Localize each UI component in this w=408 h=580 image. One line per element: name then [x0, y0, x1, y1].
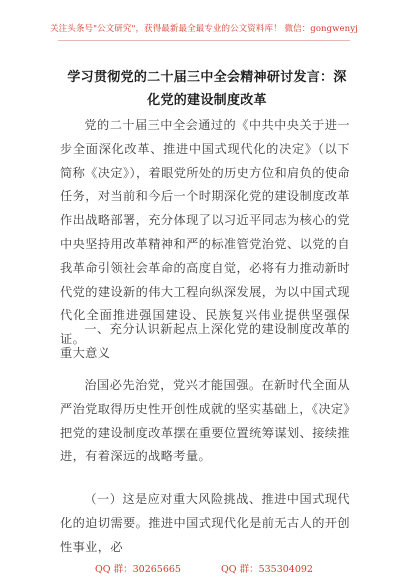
paragraph-section-1: 治国必先治党，党兴才能国强。在新时代全面从严治党取得历史性开创性成就的坚实基础上，《决定》把党的建设制度改革摆在重要位置统筹谋划、接续推进，有着深远的战略考量。	[60, 378, 350, 464]
paragraph-intro: 党的二十届三中全会通过的《中共中央关于进一步全面深化改革、推进中国式现代化的决定》（以下简称《决定》），着眼党所处的历史方位和肩负的使命任务，对当前和今后一个时期深化党的建设制度改革作出战略部署，充分体现了以习近平同志为核心的党中央坚持用改革精神和严的标准管党治党、以党的自我革命引领社会革命的高度自觉，必将有力推动新时代党的建设新的伟大工程向纵深发展，为以中国式现代化全面推进强国建设、民族复兴伟业提供坚强保证。	[60, 118, 350, 347]
paragraph-subsection-1: （一）这是应对重大风险挑战、推进中国式现代化的迫切需要。推进中国式现代化是前无古人的开创性事业，必	[60, 492, 350, 554]
header-banner: 关注头条号"公文研究"，获得最新最全最专业的公文资料库！ 微信：gongwenyj	[50, 24, 358, 34]
footer-contact	[0, 561, 408, 575]
footer-qq-group-2: QQ 群：535304092	[220, 564, 313, 575]
document-title: 学习贯彻党的二十届三中全会精神研讨发言：深化党的建设制度改革	[67, 70, 347, 108]
section-heading-1: 一、充分认识新起点上深化党的建设制度改革的重大意义	[60, 322, 350, 360]
header-divider	[58, 40, 350, 41]
footer-qq-group-1: QQ 群：30265665	[95, 564, 181, 575]
